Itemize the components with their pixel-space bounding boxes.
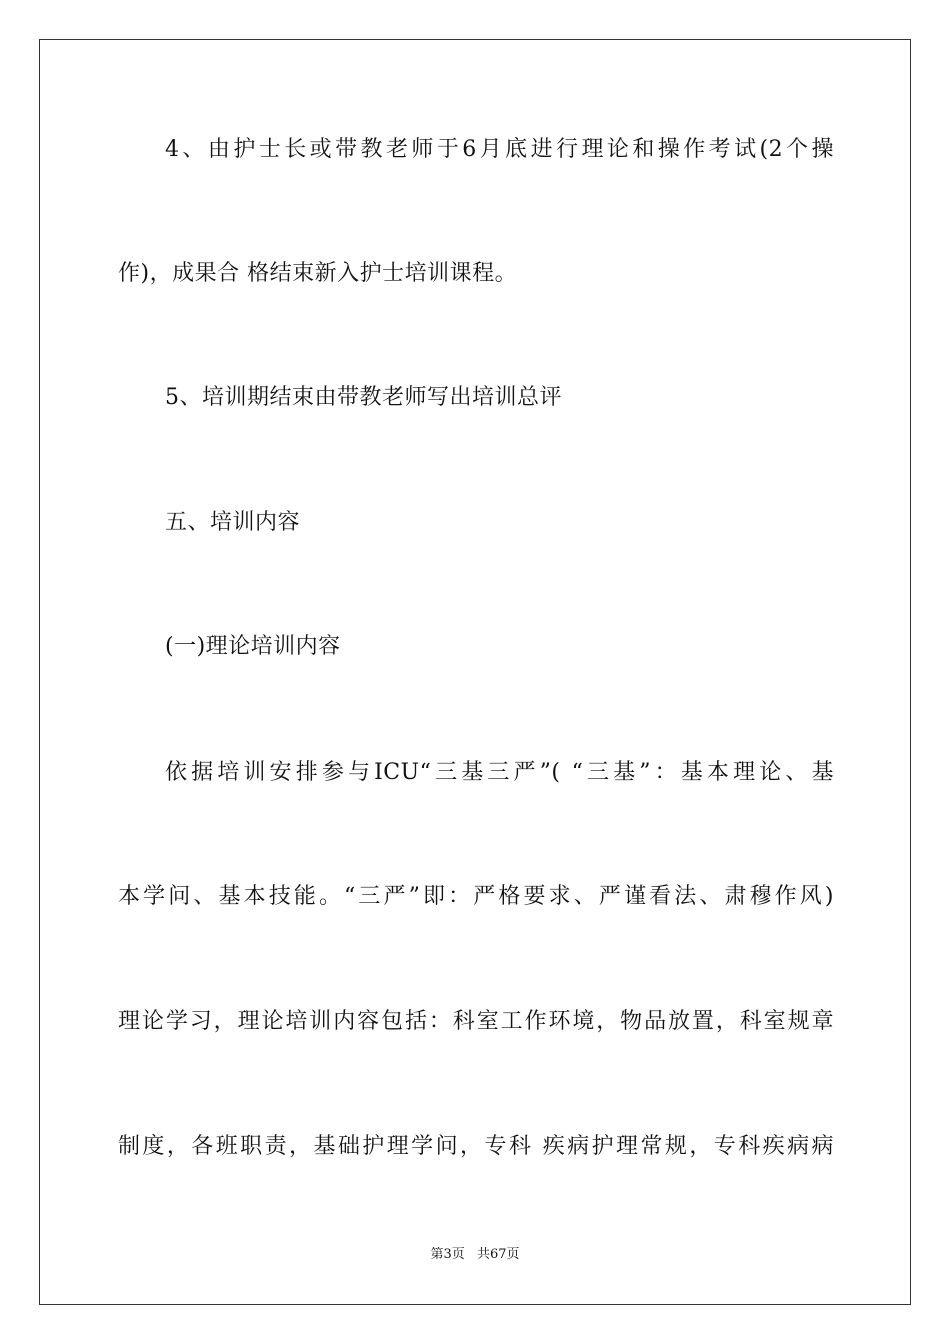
text-line-6: 依据培训安排参与ICU“三基三严”( “三基”：基本理论、基 <box>165 760 834 785</box>
text-line-3: 5、培训期结束由带教老师写出培训总评 <box>165 385 562 410</box>
text-line-7: 本学问、基本技能。“三严”即：严格要求、严谨看法、肃穆作风) <box>118 884 834 909</box>
text-line-9: 制度，各班职责，基础护理学问，专科 疾病护理常规，专科疾病病 <box>118 1134 834 1159</box>
page-number: 第3页 <box>430 1247 465 1262</box>
section-heading: 五、培训内容 <box>165 510 301 535</box>
text-line-8: 理论学习，理论培训内容包括：科室工作环境，物品放置，科室规章 <box>118 1009 834 1034</box>
page-footer <box>0 1246 950 1264</box>
text-line-2: 作)，成果合 格结束新入护士培训课程。 <box>118 261 518 286</box>
page-total: 共67页 <box>476 1247 520 1262</box>
subsection-heading: (一)理论培训内容 <box>165 634 341 659</box>
text-line-1: 4、由护士长或带教老师于6月底进行理论和操作考试(2个操 <box>165 137 834 162</box>
page-border <box>39 39 911 1305</box>
